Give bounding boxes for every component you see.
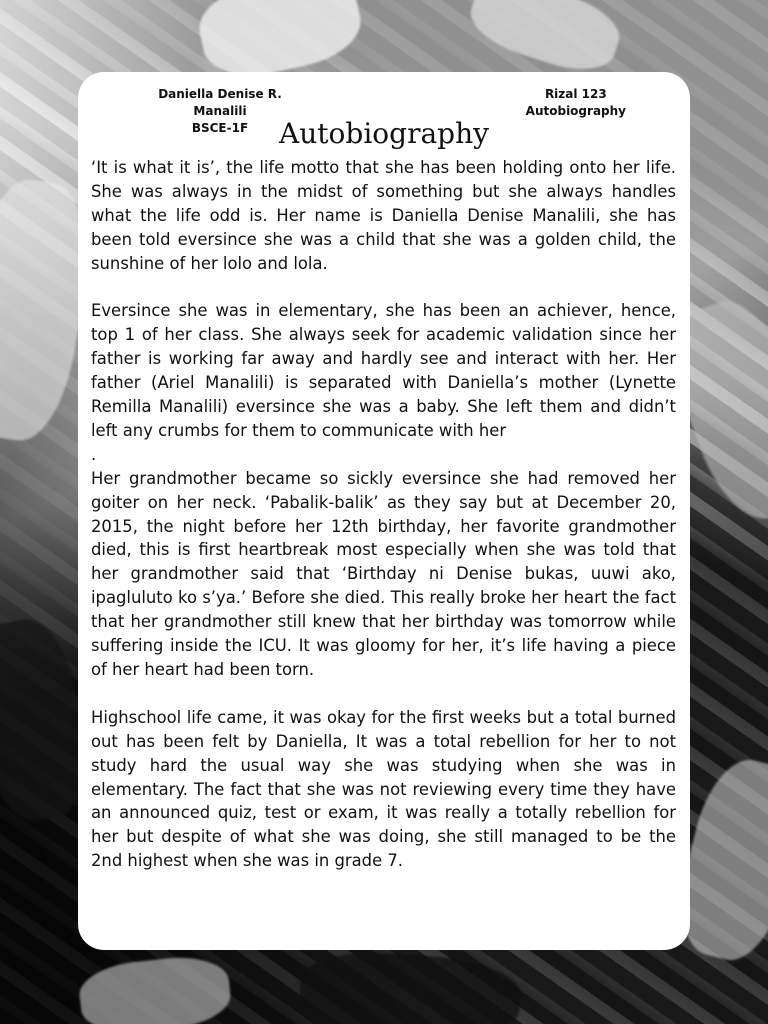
paragraph: . xyxy=(91,444,97,464)
course-info xyxy=(526,86,626,120)
paragraph: Eversince she was in elementary, she has been an achiever, hence, top 1 of her class. She always seek for academic validation since her father is working far away and hardly see and interact with her. Her father (Ariel Manalili) is separated with Daniella’s mother (Lynette Remilla Manalili) eversince she was a baby. She left them and didn’t left any crumbs for them to communicate with her xyxy=(91,301,676,440)
author-name: Daniella Denise R. Manalili xyxy=(158,87,282,118)
document-card xyxy=(78,72,690,950)
background-paint-stroke xyxy=(463,0,627,81)
author-section: BSCE-1F xyxy=(191,121,249,135)
assignment-type: Autobiography xyxy=(525,104,626,118)
background-paint-stroke xyxy=(77,952,233,1024)
paragraph: ‘It is what it is’, the life motto that she has been holding onto her life. She was always in the midst of something but she always handles what the life odd is. Her name is Daniella Denise Manalili, she has been told eversince she was a child that she was a golden child, the sunshine of her lolo and lola. xyxy=(91,158,676,273)
page-title: Autobiography xyxy=(279,117,489,150)
paragraph: Her grandmother became so sickly eversince she had removed her goiter on her neck. ‘Pabalik-balik’ as they say but at December 20, 2015, the night before her 12th birthday, her favorite grandmother died, this is first heartbreak most especially when she was told that her grandmother said that ‘Birthday ni Denise bukas, uuwi ako, ipagluluto ko s’ya.’ Before she died. This really broke her heart the fact that her grandmother still knew that her birthday was tomorrow while suffering inside the ICU. It was gloomy for her, it’s life having a piece of her heart had been torn. xyxy=(91,468,676,680)
paragraph-gap xyxy=(91,276,676,300)
paragraph-gap xyxy=(91,682,676,706)
paragraph: Highschool life came, it was okay for the first weeks but a total burned out has been felt by Daniella, It was a total rebellion for her to not study hard the usual way she was studying when she was in elementary. The fact that she was not reviewing every time they have an announced quiz, test or exam, it was really a totally rebellion for her but despite of what she was doing, she still managed to be the 2nd highest when she was in grade 7. xyxy=(91,707,676,871)
course-code: Rizal 123 xyxy=(544,87,607,101)
background-paint-stroke xyxy=(297,947,522,1024)
body-text xyxy=(91,156,676,873)
